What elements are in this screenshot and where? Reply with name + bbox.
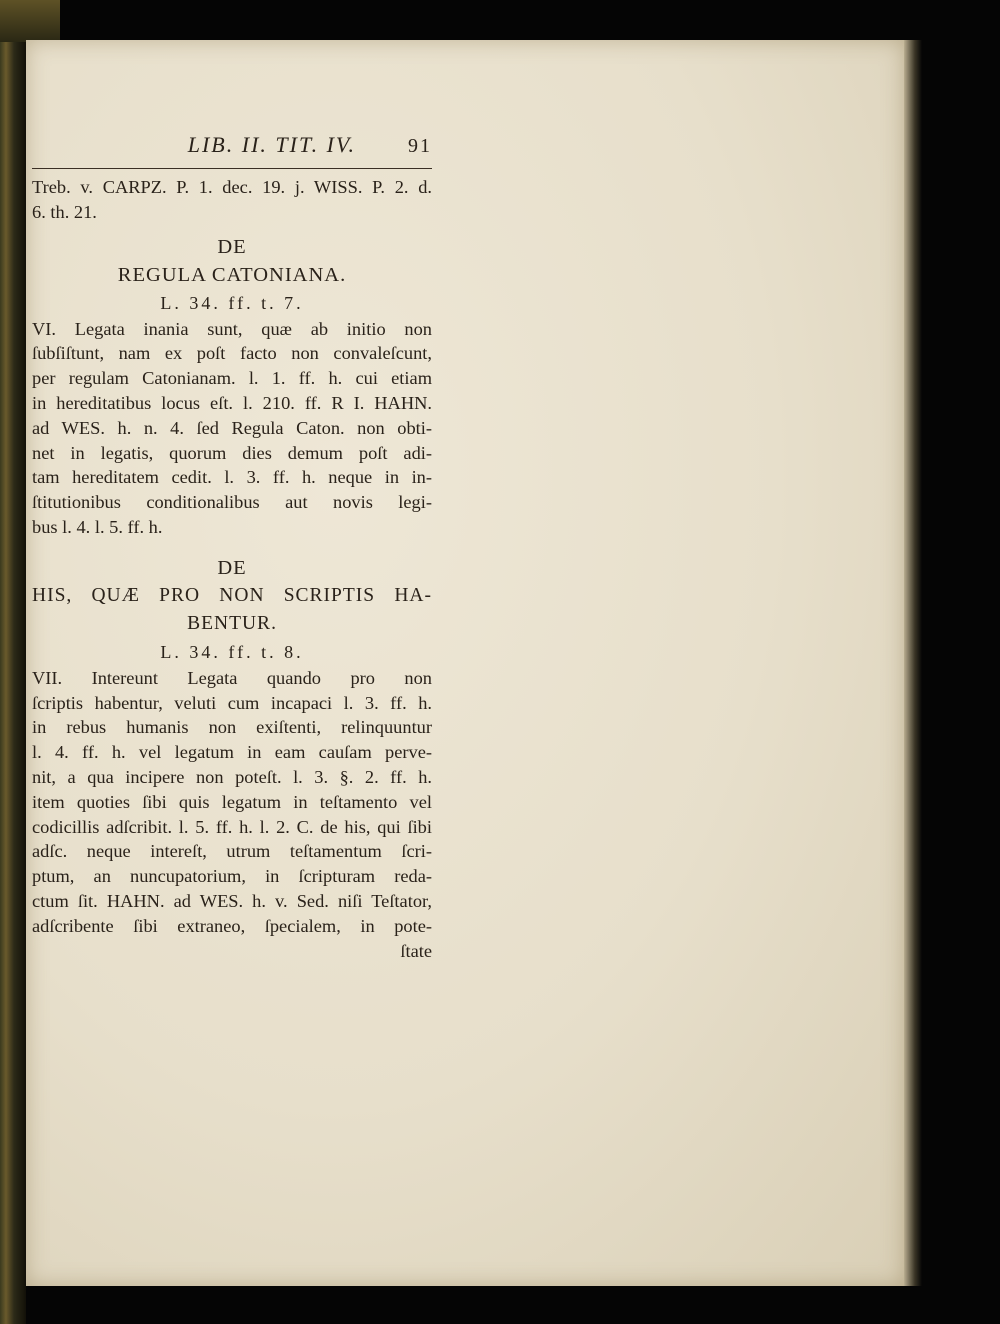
continuation-paragraph (32, 175, 432, 225)
section-heading-title: HIS, QUÆ PRO NON SCRIPTIS HA- (32, 584, 432, 606)
text-line: nit, a qua incipere non poteſt. l. 3. §. 2. ff. h. (32, 766, 432, 787)
text-line: in rebus humanis non exiſtenti, relinquuntur (32, 717, 432, 738)
text-line: l. 4. ff. h. vel legatum in eam cauſam perve- (32, 742, 432, 763)
text-line: VI. Legata inania sunt, quæ ab initio non (32, 318, 432, 339)
text-line: adſcribente ſibi extraneo, ſpecialem, in pote- (32, 915, 432, 936)
text-line: codicillis adſcribit. l. 5. ff. h. l. 2. C. de his, qui ſibi (32, 816, 432, 837)
text-line: VII. Intereunt Legata quando pro non (32, 667, 432, 688)
header-rule (32, 168, 432, 169)
paragraph-vii (32, 666, 432, 964)
catchword: ſtate (400, 940, 432, 961)
text-line: net in legatis, quorum dies demum poſt adi- (32, 442, 432, 463)
text-line: ſubſiſtunt, nam ex poſt facto non convaleſcunt, (32, 343, 432, 364)
text-line: per regulam Catonianam. l. 1. ff. h. cui etiam (32, 368, 432, 389)
text-line: item quoties ſibi quis legatum in teſtamento vel (32, 791, 432, 812)
text-line: ad WES. h. n. 4. ſed Regula Caton. non obti- (32, 417, 432, 438)
text-line: in hereditatibus locus eſt. l. 210. ff. R I. HAHN. (32, 392, 432, 413)
text-line: tam hereditatem cedit. l. 3. ff. h. neque in in- (32, 467, 432, 488)
text-line: Treb. v. CARPZ. P. 1. dec. 19. j. WISS. P. 2. d. (32, 177, 432, 197)
text-block (32, 132, 432, 963)
text-line: ctum ſit. HAHN. ad WES. h. v. Sed. niſi Teſtator, (32, 890, 432, 911)
section-reference: L. 34. ff. t. 8. (160, 641, 304, 662)
text-line: ptum, an nuncupatorium, in ſcripturam reda- (32, 866, 432, 887)
text-line: ſtitutionibus conditionalibus aut novis legi- (32, 492, 432, 513)
text-line: bus l. 4. l. 5. ff. h. (32, 516, 163, 537)
page-number: 91 (408, 135, 432, 157)
section-heading-de: DE (217, 235, 247, 258)
running-head-title: LIB. II. TIT. IV. (187, 132, 356, 157)
book-binding-edge (0, 0, 26, 1324)
book-cover-corner (0, 0, 60, 42)
page-sheet (26, 40, 904, 1286)
paragraph-vi (32, 317, 432, 540)
text-line: adſc. neque intereſt, utrum teſtamentum ſcri- (32, 841, 432, 862)
page-edge-shadow (904, 40, 922, 1286)
section-reference: L. 34. ff. t. 7. (160, 292, 304, 313)
running-head (32, 132, 432, 168)
text-line: 6. th. 21. (32, 201, 97, 222)
section-heading-title: REGULA CATONIANA. (117, 263, 347, 286)
section-heading-de: DE (217, 556, 247, 579)
section-heading-title-continued: BENTUR. (187, 612, 277, 634)
text-line: ſcriptis habentur, veluti cum incapaci l. 3. ff. h. (32, 692, 432, 713)
